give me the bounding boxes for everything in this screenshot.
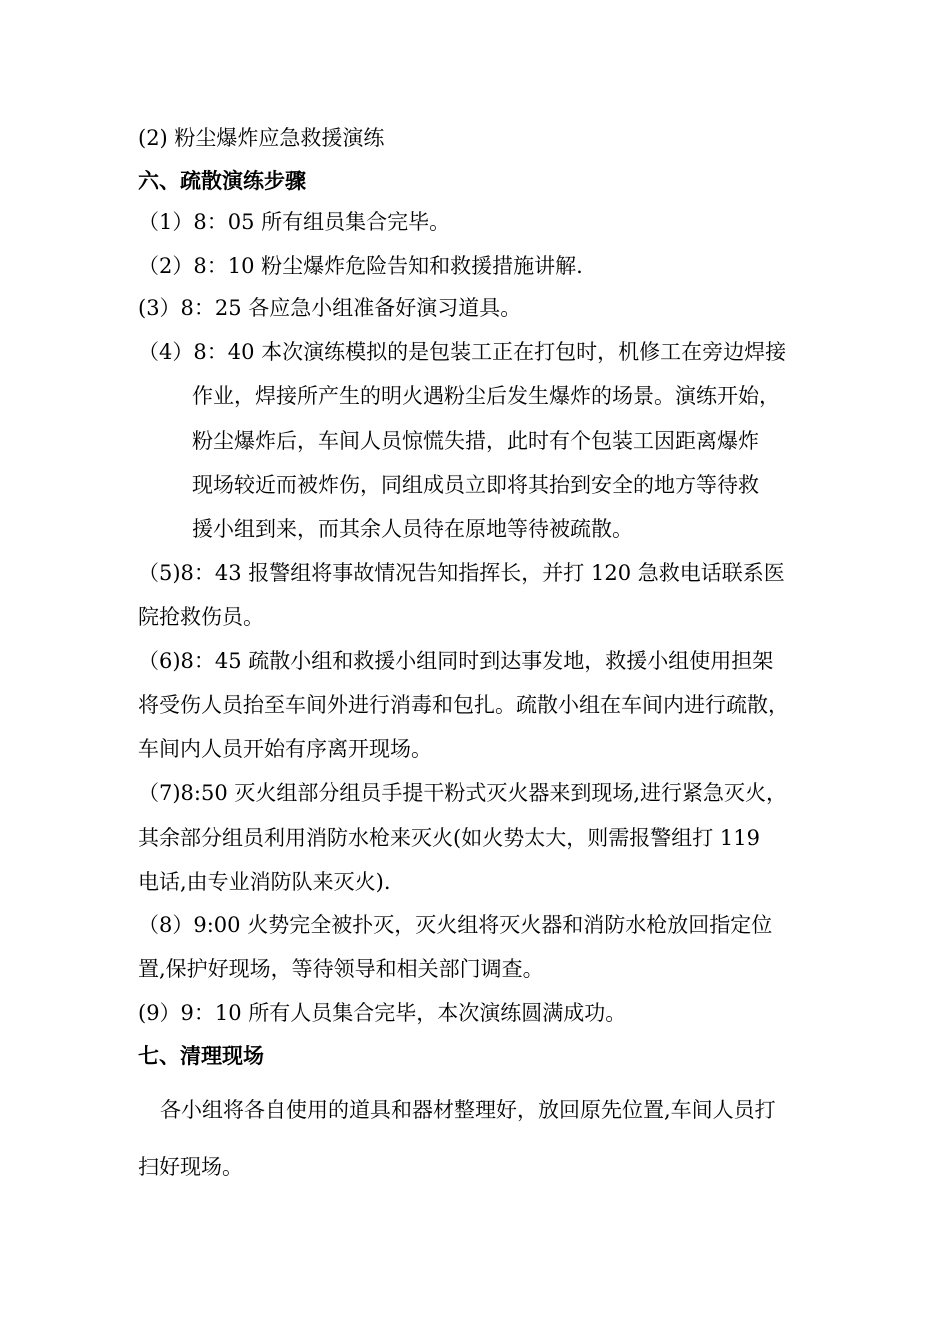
step-6-line-2: 将受伤人员抬至车间外进行消毒和包扎。疏散小组在车间内进行疏散， <box>138 693 789 717</box>
step-4-line-3: 粉尘爆炸后，车间人员惊慌失措，此时有个包装工因距离爆炸 <box>192 429 759 453</box>
step-6-line-1: （6)8：45 疏散小组和救援小组同时到达事发地，救援小组使用担架 <box>138 649 774 673</box>
step-9: (9）9：10 所有人员集合完毕，本次演练圆满成功。 <box>138 1001 627 1025</box>
step-4-line-4: 现场较近而被炸伤，同组成员立即将其抬到安全的地方等待救 <box>192 473 759 497</box>
section-7-body-line-1: 各小组将各自使用的道具和器材整理好，放回原先位置,车间人员打 <box>160 1098 776 1122</box>
step-4-line-5: 援小组到来，而其余人员待在原地等待被疏散。 <box>192 517 633 541</box>
drill-item-2: (2) 粉尘爆炸应急救援演练 <box>138 126 385 150</box>
step-5-line-1: （5)8：43 报警组将事故情况告知指挥长，并打 120 急救电话联系医 <box>138 561 785 585</box>
step-5-line-2: 院抢救伤员。 <box>138 605 264 629</box>
step-8-line-2: 置,保护好现场，等待领导和相关部门调查。 <box>138 957 544 981</box>
step-7-line-2: 其余部分组员利用消防水枪来灭火(如火势太大，则需报警组打 119 <box>138 826 760 850</box>
step-2: （2）8：10 粉尘爆炸危险告知和救援措施讲解. <box>138 254 583 278</box>
section-7-heading: 七、清理现场 <box>138 1044 264 1068</box>
step-3: (3）8：25 各应急小组准备好演习道具。 <box>138 296 522 320</box>
step-4-line-2: 作业，焊接所产生的明火遇粉尘后发生爆炸的场景。演练开始， <box>192 384 780 408</box>
step-6-line-3: 车间内人员开始有序离开现场。 <box>138 737 432 761</box>
section-6-heading: 六、疏散演练步骤 <box>138 169 306 193</box>
step-7-line-3: 电话,由专业消防队来灭火). <box>138 870 391 894</box>
step-7-line-1: （7)8:50 灭火组部分组员手提干粉式灭火器来到现场,进行紧急灭火， <box>138 781 788 805</box>
step-8-line-1: （8）9:00 火势完全被扑灭，灭火组将灭火器和消防水枪放回指定位 <box>138 913 773 937</box>
section-7-body-line-2: 扫好现场。 <box>138 1155 243 1179</box>
step-4-line-1: （4）8：40 本次演练模拟的是包装工正在打包时，机修工在旁边焊接 <box>138 340 787 364</box>
step-1: （1）8：05 所有组员集合完毕。 <box>138 210 451 234</box>
